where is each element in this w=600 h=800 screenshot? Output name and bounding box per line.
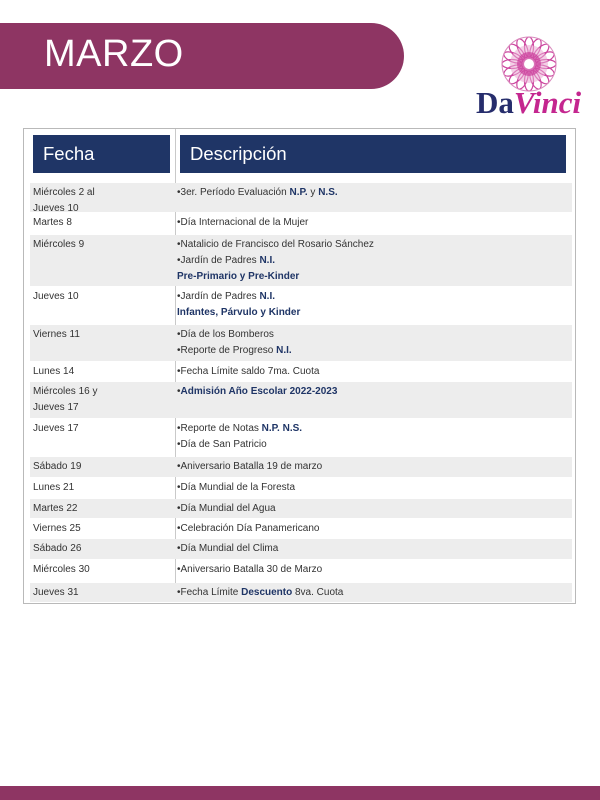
row-description: •Aniversario Batalla 19 de marzo xyxy=(177,461,323,472)
row-date: Sábado 19 xyxy=(33,461,82,472)
table-row xyxy=(30,519,572,538)
table-row xyxy=(30,457,572,477)
row-description: •Fecha Límite Descuento 8va. Cuota xyxy=(177,587,344,598)
table-row xyxy=(30,183,572,212)
row-description: •Día Mundial del Agua xyxy=(177,503,276,514)
table-row xyxy=(30,213,572,234)
table-row xyxy=(30,235,572,286)
table-row xyxy=(30,382,572,418)
footer-bar xyxy=(0,786,600,800)
table-row xyxy=(30,325,572,361)
table-row xyxy=(30,560,572,582)
table-row xyxy=(30,287,572,324)
row-description: •Fecha Límite saldo 7ma. Cuota xyxy=(177,366,320,377)
row-description: •Admisión Año Escolar 2022-2023 xyxy=(177,386,338,397)
table-row xyxy=(30,499,572,518)
row-description: •Natalicio de Francisco del Rosario Sánchez •Jardín de Padres N.I. Pre-Primario y Pre-Kinder xyxy=(177,239,374,282)
row-date: Lunes 14 xyxy=(33,366,75,377)
row-date: Miércoles 9 xyxy=(33,239,85,250)
davinci-logo xyxy=(474,34,586,124)
row-date: Jueves 10 xyxy=(33,291,79,302)
row-description: •Celebración Día Panamericano xyxy=(177,523,320,534)
row-date: Lunes 21 xyxy=(33,482,75,493)
page-title: MARZO xyxy=(44,33,184,75)
header-fecha: Fecha xyxy=(33,135,170,173)
row-date: Martes 8 xyxy=(33,217,72,228)
row-description: •3er. Período Evaluación N.P. y N.S. xyxy=(177,187,338,198)
table-row xyxy=(30,478,572,498)
row-date: Jueves 17 xyxy=(33,423,79,434)
row-description: •Jardín de Padres N.I. Infantes, Párvulo y Kinder xyxy=(177,291,301,318)
header-descripcion: Descripción xyxy=(180,135,566,173)
row-date: Jueves 31 xyxy=(33,587,79,598)
row-description: •Día de los Bomberos •Reporte de Progreso N.I. xyxy=(177,329,292,356)
table-row xyxy=(30,583,572,602)
row-date: Miércoles 16 y Jueves 17 xyxy=(33,386,98,413)
row-description: •Día Mundial de la Foresta xyxy=(177,482,296,493)
row-date: Miércoles 30 xyxy=(33,564,90,575)
row-description: •Día Mundial del Clima xyxy=(177,543,279,554)
row-date: Sábado 26 xyxy=(33,543,82,554)
row-date: Viernes 11 xyxy=(33,329,80,340)
table-row xyxy=(30,539,572,559)
row-date: Viernes 25 xyxy=(33,523,81,534)
row-date: Martes 22 xyxy=(33,503,78,514)
table-row xyxy=(30,419,572,456)
row-description: •Día Internacional de la Mujer xyxy=(177,217,309,228)
row-date: Miércoles 2 al Jueves 10 xyxy=(33,187,95,214)
logo-text: DaVinci xyxy=(476,85,582,120)
row-description: •Aniversario Batalla 30 de Marzo xyxy=(177,564,323,575)
table-row xyxy=(30,362,572,381)
row-description: •Reporte de Notas N.P. N.S. •Día de San Patricio xyxy=(177,423,303,450)
